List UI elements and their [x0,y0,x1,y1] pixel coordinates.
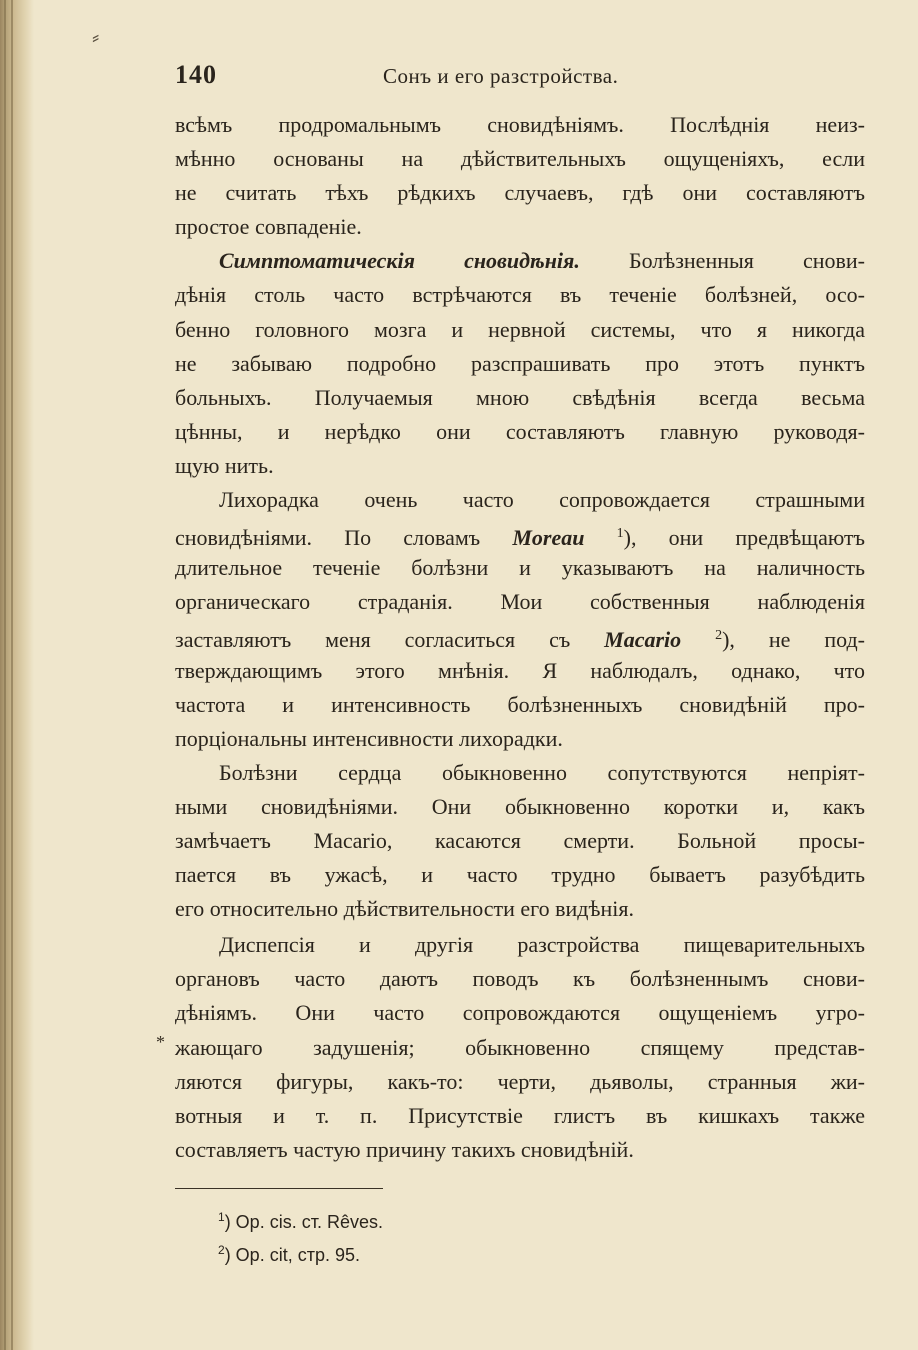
footnote-text: ) Op. cit, стр. 95. [224,1245,360,1265]
text-line: всѣмъ продромальнымъ сновидѣніямъ. Послѣднія неиз- [175,112,865,137]
footnote-text: ) Op. cis. ст. Rêves. [224,1212,383,1232]
footnotes [218,1203,718,1269]
text-line: тверждающимъ этого мнѣнія. Я наблюдалъ, однако, что [175,657,865,683]
text-line [175,619,865,653]
author-name: Macario [604,627,682,653]
text-line: замѣчаетъ Macario, касаются смерти. Больной просы- [175,827,865,853]
text-line [175,244,865,278]
text-line: его относительно дѣйствительности его видѣнія. [175,896,634,922]
text-line: ляются фигуры, какъ-то: черти, дьяволы, странныя жи- [175,1068,865,1094]
text-line: вотныя и т. п. Присутствіе глистъ въ кишкахъ также [175,1102,865,1128]
text-fragment: ), они предвѣщаютъ [623,525,865,551]
text-line: не считать тѣхъ рѣдкихъ случаевъ, гдѣ они составляютъ [175,180,865,206]
footnote-ref: 1 [616,526,624,542]
footnote-mark: 2 [218,1243,225,1257]
text-line: органовъ часто даютъ поводъ къ болѣзненнымъ снови- [175,966,865,992]
running-title: Сонъ и его разстройства. [383,64,619,88]
text-line: составляетъ частую причину такихъ сновидѣній. [175,1136,634,1162]
text-line: частота и интенсивность болѣзненныхъ сновидѣній про- [175,691,865,717]
text-fragment: ), не под- [722,627,865,653]
text-line: жающаго задушенія; обыкновенно спящему представ- [175,1034,865,1060]
text-line: простое совпаденіе. [175,214,362,240]
margin-mark: ⸗ [92,24,100,49]
spine-edge-line [11,0,13,1350]
author-name: Moreau [512,525,585,551]
body-text [175,108,865,1167]
text-line: Лихорадка очень часто сопровождается страшными [219,487,865,513]
margin-mark: * [156,1032,165,1052]
text-line [175,517,865,551]
section-heading: Симптоматическія сновидѣнія. [219,248,580,274]
footnote [218,1203,718,1236]
text-line: бенно головного мозга и нервной системы, что я никогда [175,316,865,342]
page-header [175,60,865,94]
text-line: больныхъ. Получаемыя мною свѣдѣнія всегда весьма [175,384,865,410]
text-line: щую нить. [175,452,274,478]
footnote-divider [175,1188,383,1189]
text-line: порціональны интенсивности лихорадки. [175,725,563,751]
text-line: Диспепсія и другія разстройства пищеварительныхъ [219,932,865,958]
spine-edge-line [4,0,6,1350]
text-line: не забываю подробно разспрашивать про этотъ пунктъ [175,350,865,376]
text-line: мѣнно основаны на дѣйствительныхъ ощущеніяхъ, если [175,146,865,172]
footnote [218,1236,718,1269]
text-fragment: Болѣзненныя снови- [628,248,865,274]
text-line: длительное теченіе болѣзни и указываютъ на наличность [175,555,865,581]
text-line: цѣнны, и нерѣдко они составляютъ главную руководя- [175,418,865,444]
text-line: Болѣзни сердца обыкновенно сопутствуются непріят- [219,759,865,785]
text-line: дѣніямъ. Они часто сопровождаются ощущеніемъ угро- [175,1000,865,1026]
text-line: дѣнія столь часто встрѣчаются въ теченіе болѣзней, осо- [175,282,865,308]
page-number: 140 [175,60,217,89]
text-fragment: сновидѣніями. По словамъ [175,525,481,551]
footnote-ref: 2 [715,628,723,644]
footnote-mark: 1 [218,1210,225,1224]
text-line: ными сновидѣніями. Они обыкновенно коротки и, какъ [175,793,865,819]
book-spine-shadow [0,0,34,1350]
text-line: органическаго страданія. Мои собственныя наблюденія [175,589,865,615]
text-line: пается въ ужасѣ, и часто трудно бываетъ разубѣдить [175,862,865,888]
text-fragment: заставляютъ меня согласиться съ [175,627,571,653]
